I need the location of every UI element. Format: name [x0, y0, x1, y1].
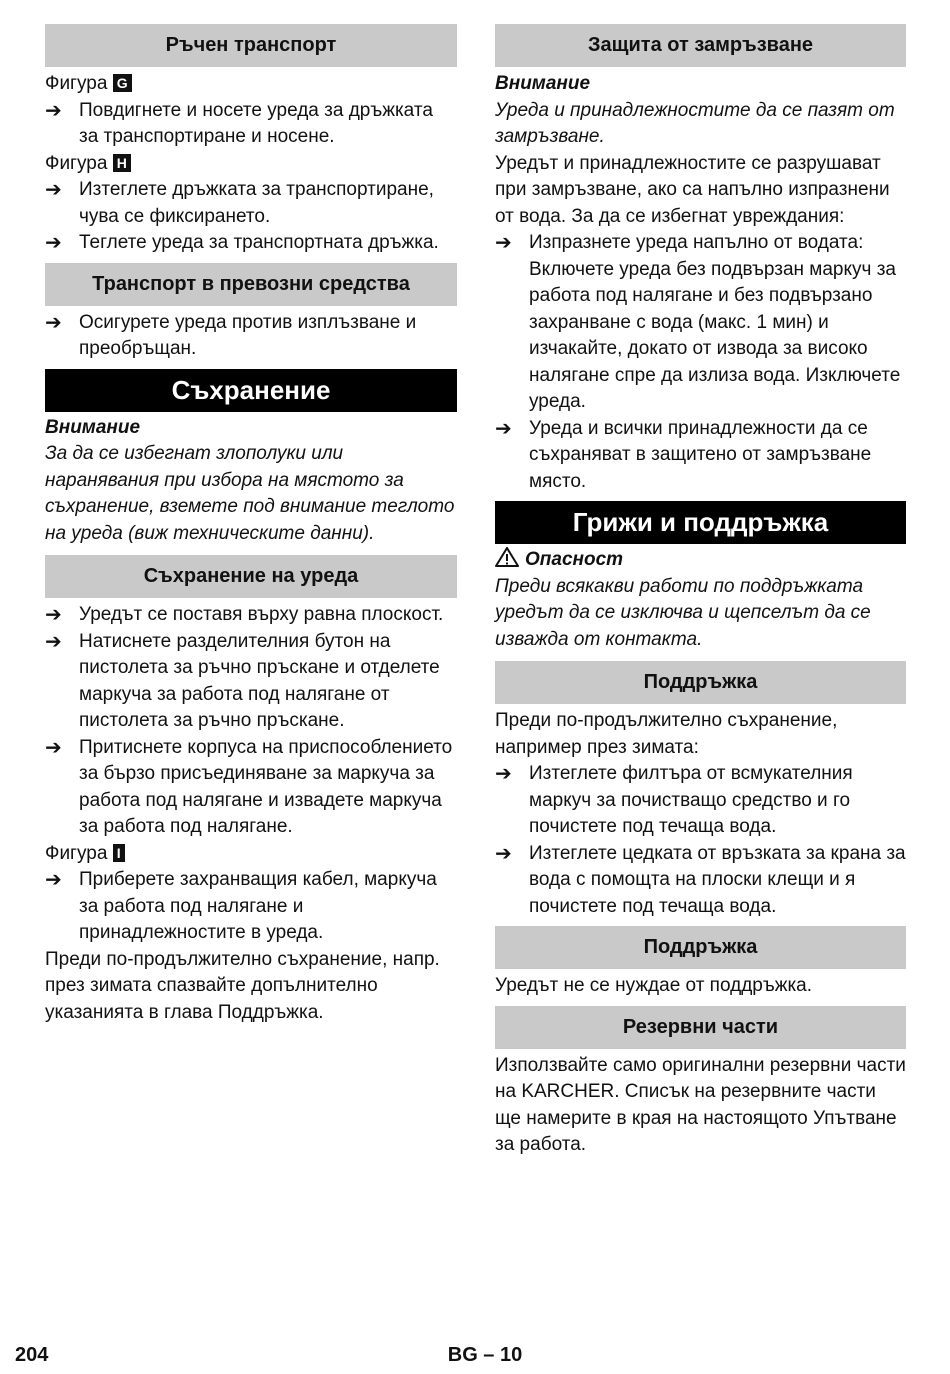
list-item [45, 867, 457, 947]
danger-text: Преди всякакви работи по поддръжката уредът да се изключва и щепселът да се изважда от контакта. [495, 575, 871, 650]
heading-storage-device: Съхранение на уреда [45, 555, 457, 598]
note-text: Уреда и принадлежностите да се пазят от замръзване. [495, 99, 895, 147]
list-item [495, 761, 906, 841]
heading-storage: Съхранение [45, 369, 457, 412]
arrow-right-icon: ➔ [45, 311, 62, 334]
list-item [495, 416, 906, 496]
figure-letter-icon: I [113, 844, 125, 862]
list-item [45, 177, 457, 230]
list-item-text: Изтеглете дръжката за транспортиране, чува се фиксирането. [79, 179, 434, 227]
list-item [45, 602, 457, 629]
figure-label: Фигура [45, 152, 108, 174]
heading-vehicle-transport: Транспорт в превозни средства [45, 263, 457, 306]
paragraph: Използвайте само оригинални резервни части на KARCHER. Списък на резервните части ще намерите в края на настоящото Упътване за работа. [495, 1054, 906, 1155]
figure-label: Фигура [45, 842, 108, 864]
list-item-text: Повдигнете и носете уреда за дръжката за транспортиране и носене. [79, 99, 433, 147]
list-item [45, 629, 457, 735]
paragraph: Преди по-продължително съхранение, напр. през зимата спазвайте допълнително указанията в глава Поддръжка. [45, 948, 440, 1023]
arrow-right-icon: ➔ [45, 736, 62, 759]
note-text: За да се избегнат злополуки или наранявания при избора на мястото за съхранение, вземете под внимание теглото на уреда (виж техническите данни). [45, 443, 455, 544]
list-item [45, 735, 457, 841]
danger-title [495, 547, 906, 574]
arrow-right-icon: ➔ [495, 842, 512, 865]
heading-care-maintenance: Грижи и поддръжка [495, 501, 906, 544]
list-item-text: Притиснете корпуса на приспособлението за бързо присъединяване за маркуча за работа под налягане и извадете маркуча за работа под налягане. [79, 736, 453, 837]
list-item-text: Осигурете уреда против изплъзване и преобръщан. [79, 311, 417, 359]
heading-maintenance-1: Поддръжка [495, 661, 906, 704]
figure-label: Фигура [45, 73, 108, 94]
list-item [495, 230, 906, 416]
heading-manual-transport: Ръчен транспорт [45, 24, 457, 67]
figure-letter-icon: G [113, 74, 132, 92]
list-item [45, 310, 457, 363]
figure-letter-icon: H [113, 154, 131, 172]
left-column [45, 24, 457, 1026]
right-column [495, 24, 906, 1159]
paragraph: Уредът и принадлежностите се разрушават при замръзване, ако са напълно изпразнени от вода. За да се избегнат увреждания: [495, 152, 890, 227]
arrow-right-icon: ➔ [495, 763, 512, 785]
heading-frost-protection: Защита от замръзване [495, 24, 906, 67]
list-item-text: Натиснете разделителния бутон на пистолета за ръчно пръскане и отделете маркуча за работа под налягане от пистолета за ръчно пръскане. [79, 630, 440, 731]
section-marker: BG – 10 [447, 1344, 523, 1366]
list-item-text: Приберете захранващия кабел, маркуча за работа под налягане и принадлежностите в уреда. [79, 869, 437, 943]
arrow-right-icon: ➔ [45, 604, 62, 626]
list-item-text: Изпразнете уреда напълно от водата: Включете уреда без подвързан маркуч за работа под налягане и без подвързано захранване с вода (макс. 1 мин) и изчакайте, докато от извода за високо налягане спре да излиза вода. Изключете уреда. [529, 232, 901, 412]
arrow-right-icon: ➔ [495, 417, 512, 440]
figure-ref-h [45, 151, 457, 178]
warning-triangle-icon [495, 547, 519, 567]
arrow-right-icon: ➔ [45, 179, 62, 201]
heading-spare-parts: Резервни части [495, 1006, 906, 1049]
list-item [495, 841, 906, 921]
list-item-text: Уредът се поставя върху равна плоскост. [79, 604, 444, 625]
figure-ref-g [45, 71, 457, 98]
page-number: 204 [15, 1344, 49, 1366]
heading-maintenance-2: Поддръжка [495, 926, 906, 969]
list-item-text: Изтеглете филтъра от всмукателния маркуч за почистващо средство и го почистете под течаща вода. [529, 763, 853, 837]
note-title: Внимание [495, 73, 591, 94]
paragraph: Уредът не се нуждае от поддръжка. [495, 975, 813, 996]
list-item [45, 98, 457, 151]
paragraph: Преди по-продължително съхранение, например през зимата: [495, 710, 838, 758]
arrow-right-icon: ➔ [495, 232, 512, 254]
arrow-right-icon: ➔ [45, 99, 62, 122]
list-item-text: Изтеглете цедката от връзката за крана за вода с помощта на плоски клещи и я почистете под течаща вода. [529, 842, 906, 917]
arrow-right-icon: ➔ [45, 630, 62, 653]
danger-title-text: Опасност [525, 549, 624, 570]
list-item-text: Теглете уреда за транспортната дръжка. [79, 232, 439, 253]
note-title: Внимание [45, 416, 141, 438]
list-item-text: Уреда и всички принадлежности да се съхраняват в защитено от замръзване място. [529, 417, 872, 492]
arrow-right-icon: ➔ [45, 232, 62, 254]
list-item [45, 230, 457, 257]
figure-ref-i [45, 841, 457, 868]
arrow-right-icon: ➔ [45, 869, 62, 891]
